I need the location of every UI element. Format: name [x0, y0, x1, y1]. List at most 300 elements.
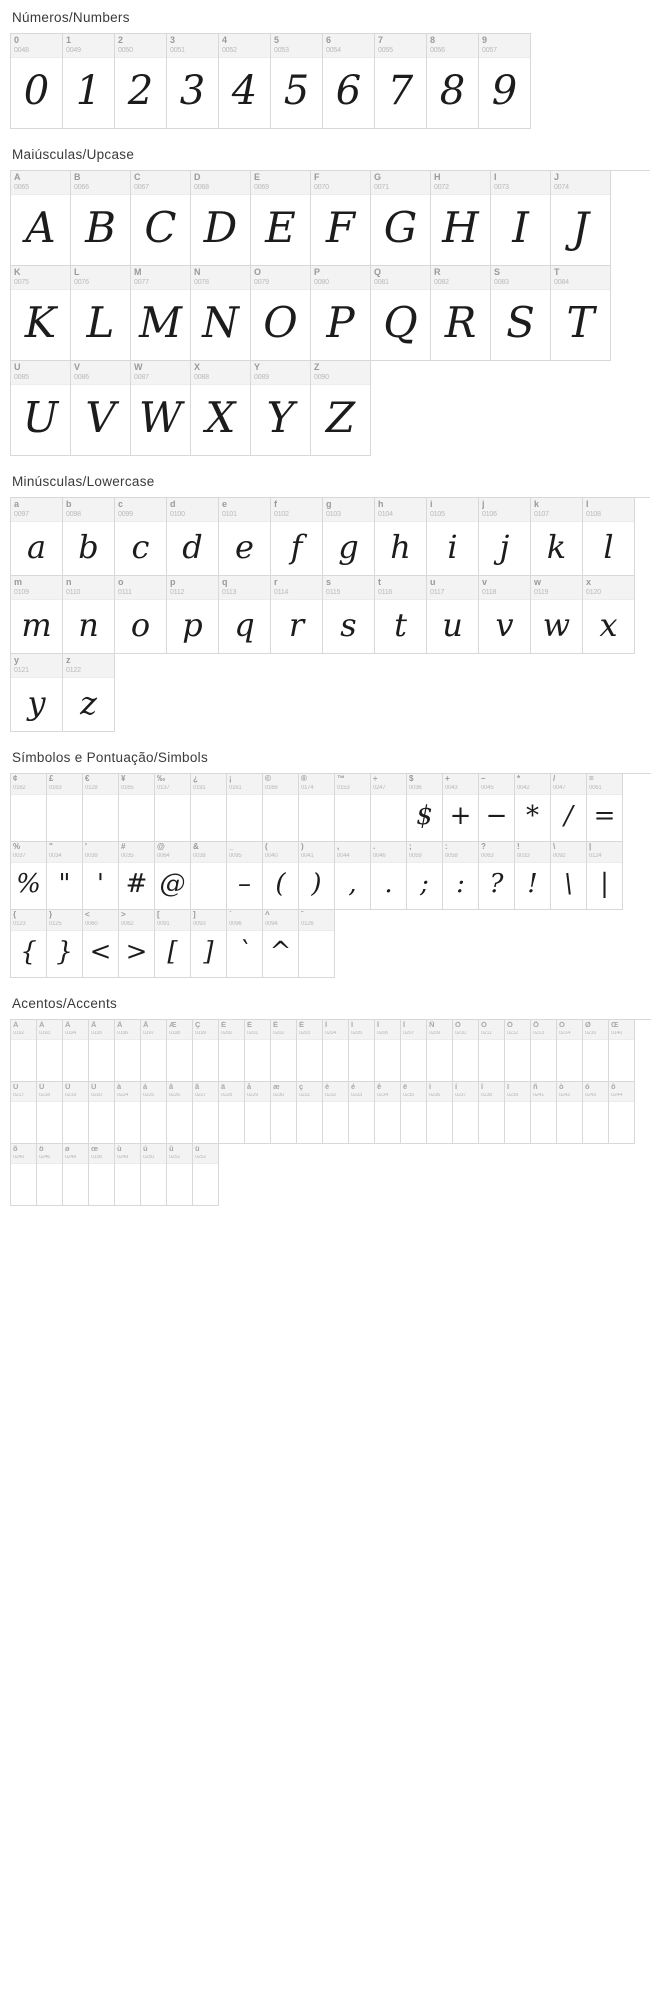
glyph-cell[interactable] — [227, 842, 263, 910]
glyph-cell[interactable] — [335, 774, 371, 842]
glyph-preview: @ — [159, 869, 186, 899]
glyph-preview: y — [27, 683, 46, 722]
glyph-code-label: 0191 — [193, 785, 206, 791]
glyph-cell[interactable] — [71, 361, 131, 456]
glyph-cell[interactable] — [167, 1144, 193, 1206]
glyph-cell[interactable] — [263, 842, 299, 910]
glyph-cell[interactable] — [587, 774, 623, 842]
glyph-char-label: Ò — [455, 1021, 461, 1029]
glyph-code-label: 0210 — [455, 1031, 467, 1036]
glyph-cell[interactable] — [371, 266, 431, 361]
glyph-cell[interactable] — [323, 34, 375, 129]
glyph-cell-header — [193, 1082, 218, 1102]
glyph-cell[interactable] — [427, 498, 479, 576]
glyph-cell[interactable] — [505, 1020, 531, 1082]
glyph-cell[interactable] — [63, 1082, 89, 1144]
glyph-cell[interactable] — [349, 1082, 375, 1144]
glyph-cell[interactable] — [115, 1144, 141, 1206]
glyph-cell[interactable] — [479, 1020, 505, 1082]
glyph-preview: Q — [383, 298, 418, 347]
glyph-preview — [193, 1040, 218, 1081]
glyph-preview: ' — [96, 869, 105, 899]
glyph-char-label: Æ — [169, 1021, 177, 1029]
glyph-cell[interactable] — [63, 1020, 89, 1082]
glyph-cell[interactable] — [227, 910, 263, 978]
glyph-cell[interactable] — [219, 498, 271, 576]
glyph-char-label: Ã — [91, 1021, 97, 1029]
glyph-char-label: Í — [351, 1021, 354, 1029]
glyph-cell[interactable] — [115, 34, 167, 129]
glyph-preview: H — [442, 203, 479, 252]
glyph-cell[interactable] — [155, 842, 191, 910]
glyph-char-label: ì — [429, 1083, 432, 1091]
glyph-cell[interactable] — [37, 1082, 63, 1144]
glyph-cell[interactable] — [11, 910, 47, 978]
glyph-cell-header — [47, 774, 82, 795]
glyph-cell-header — [427, 34, 478, 58]
glyph-char-label: ( — [265, 843, 268, 851]
glyph-cell[interactable] — [119, 910, 155, 978]
glyph-cell[interactable] — [557, 1082, 583, 1144]
glyph-cell[interactable] — [335, 842, 371, 910]
glyph-cell[interactable] — [131, 266, 191, 361]
glyph-cell[interactable] — [431, 171, 491, 266]
glyph-char-label: | — [589, 843, 592, 851]
glyph-cell[interactable] — [453, 1082, 479, 1144]
glyph-char-label: ? — [481, 843, 486, 851]
glyph-cell[interactable] — [263, 774, 299, 842]
glyph-cell[interactable] — [63, 34, 115, 129]
glyph-preview — [37, 1040, 62, 1081]
glyph-cell[interactable] — [443, 842, 479, 910]
glyph-preview: . — [384, 869, 393, 899]
glyph-cell[interactable] — [531, 1082, 557, 1144]
glyph-cell[interactable] — [531, 1020, 557, 1082]
glyph-cell[interactable] — [551, 266, 611, 361]
glyph-char-label: T — [554, 268, 560, 277]
glyph-cell[interactable] — [11, 1082, 37, 1144]
glyph-cell[interactable] — [311, 171, 371, 266]
glyph-cell-header — [505, 1082, 530, 1102]
glyph-char-label: ò — [559, 1083, 564, 1091]
glyph-cell[interactable] — [263, 910, 299, 978]
glyph-preview: ` — [238, 937, 251, 967]
glyph-cell[interactable] — [311, 266, 371, 361]
glyph-preview — [271, 1102, 296, 1143]
glyph-cell[interactable] — [427, 576, 479, 654]
glyph-cell-header — [63, 34, 114, 58]
glyph-cell[interactable] — [271, 1082, 297, 1144]
glyph-cell[interactable] — [375, 1020, 401, 1082]
glyph-cell[interactable] — [479, 498, 531, 576]
glyph-cell-header — [193, 1144, 218, 1164]
glyph-cell[interactable] — [251, 266, 311, 361]
glyph-cell-header — [47, 910, 82, 931]
glyph-cell[interactable] — [115, 576, 167, 654]
glyph-cell[interactable] — [11, 498, 63, 576]
glyph-cell[interactable] — [193, 1144, 219, 1206]
glyph-cell[interactable] — [131, 361, 191, 456]
glyph-cell[interactable] — [323, 1020, 349, 1082]
glyph-cell[interactable] — [491, 266, 551, 361]
glyph-cell[interactable] — [83, 842, 119, 910]
glyph-cell[interactable] — [191, 842, 227, 910]
glyph-cell[interactable] — [297, 1082, 323, 1144]
glyph-code-label: 0096 — [229, 921, 242, 927]
glyph-cell[interactable] — [47, 774, 83, 842]
glyph-cell-header — [63, 654, 114, 678]
glyph-cell[interactable] — [349, 1020, 375, 1082]
glyph-cell[interactable] — [11, 842, 47, 910]
glyph-cell[interactable] — [375, 34, 427, 129]
glyph-cell-header — [83, 774, 118, 795]
glyph-preview — [479, 1102, 504, 1143]
glyph-cell[interactable] — [407, 842, 443, 910]
glyph-char-label: À — [13, 1021, 19, 1029]
glyph-cell[interactable] — [479, 842, 515, 910]
glyph-cell[interactable] — [115, 1020, 141, 1082]
glyph-cell[interactable] — [119, 842, 155, 910]
glyph-code-label: 0099 — [118, 511, 133, 518]
glyph-code-label: 0227 — [195, 1093, 207, 1098]
glyph-cell-header — [11, 171, 70, 195]
glyph-cell[interactable] — [37, 1144, 63, 1206]
glyph-cell[interactable] — [167, 576, 219, 654]
glyph-code-label: 0207 — [403, 1031, 415, 1036]
glyph-cell-header — [219, 1020, 244, 1040]
glyph-char-label: R — [434, 268, 441, 277]
glyph-cell[interactable] — [271, 576, 323, 654]
glyph-preview: O — [263, 298, 298, 347]
glyph-preview: B — [85, 203, 116, 252]
glyph-code-label: 0199 — [195, 1031, 207, 1036]
glyph-cell[interactable] — [11, 1020, 37, 1082]
glyph-cell[interactable] — [71, 171, 131, 266]
glyph-cell[interactable] — [115, 1082, 141, 1144]
glyph-cell[interactable] — [271, 1020, 297, 1082]
glyph-cell[interactable] — [375, 1082, 401, 1144]
glyph-cell[interactable] — [89, 1020, 115, 1082]
glyph-char-label: ¥ — [121, 775, 126, 783]
glyph-code-label: 0081 — [374, 279, 389, 286]
glyph-cell-header — [227, 910, 262, 931]
glyph-cell[interactable] — [83, 774, 119, 842]
glyph-grid-lowercase — [10, 497, 650, 732]
glyph-char-label: P — [314, 268, 321, 277]
glyph-char-label: b — [66, 500, 72, 509]
glyph-cell-header — [311, 361, 370, 385]
glyph-code-label: 0195 — [91, 1031, 103, 1036]
glyph-cell-header — [63, 576, 114, 600]
glyph-preview — [141, 1102, 166, 1143]
glyph-cell[interactable] — [227, 774, 263, 842]
glyph-cell[interactable] — [191, 910, 227, 978]
glyph-cell[interactable] — [141, 1020, 167, 1082]
glyph-cell[interactable] — [323, 1082, 349, 1144]
glyph-code-label: 0082 — [434, 279, 449, 286]
glyph-cell[interactable] — [299, 842, 335, 910]
glyph-char-label: d — [170, 500, 176, 509]
glyph-cell[interactable] — [47, 910, 83, 978]
glyph-cell[interactable] — [371, 774, 407, 842]
glyph-cell[interactable] — [299, 774, 335, 842]
glyph-cell[interactable] — [479, 774, 515, 842]
glyph-cell-header — [119, 842, 154, 863]
glyph-preview — [193, 1164, 218, 1205]
glyph-cell-header — [375, 1020, 400, 1040]
glyph-char-label: Ç — [195, 1021, 201, 1029]
glyph-cell[interactable] — [453, 1020, 479, 1082]
glyph-code-label: 0137 — [157, 785, 170, 791]
glyph-char-label: y — [14, 656, 20, 665]
glyph-cell[interactable] — [155, 774, 191, 842]
glyph-cell[interactable] — [505, 1082, 531, 1144]
glyph-cell[interactable] — [11, 361, 71, 456]
glyph-cell-header — [271, 576, 322, 600]
glyph-code-label: 0248 — [65, 1155, 77, 1160]
glyph-cell[interactable] — [47, 842, 83, 910]
glyph-cell-header — [191, 361, 250, 385]
glyph-cell[interactable] — [245, 1020, 271, 1082]
glyph-cell[interactable] — [63, 1144, 89, 1206]
glyph-cell[interactable] — [71, 266, 131, 361]
glyph-cell-header — [297, 1020, 322, 1040]
glyph-preview: A — [25, 203, 56, 252]
glyph-cell[interactable] — [609, 1020, 635, 1082]
glyph-cell-header — [47, 842, 82, 863]
glyph-cell-header — [167, 1144, 192, 1164]
glyph-code-label: 0241 — [533, 1093, 545, 1098]
glyph-preview — [119, 795, 154, 841]
glyph-cell[interactable] — [37, 1020, 63, 1082]
glyph-char-label: M — [134, 268, 142, 277]
glyph-cell[interactable] — [11, 171, 71, 266]
glyph-preview — [245, 1102, 270, 1143]
glyph-char-label: A — [14, 173, 21, 182]
glyph-preview: 9 — [491, 68, 518, 114]
glyph-code-label: 0201 — [247, 1031, 259, 1036]
glyph-cell[interactable] — [323, 498, 375, 576]
glyph-cell[interactable] — [141, 1082, 167, 1144]
glyph-char-label: Ô — [507, 1021, 513, 1029]
glyph-cell[interactable] — [251, 361, 311, 456]
glyph-cell[interactable] — [63, 576, 115, 654]
glyph-cell-header — [515, 842, 550, 863]
glyph-cell[interactable] — [63, 498, 115, 576]
glyph-cell[interactable] — [583, 1020, 609, 1082]
glyph-cell[interactable] — [245, 1082, 271, 1144]
glyph-code-label: 0057 — [482, 47, 497, 54]
glyph-char-label: < — [85, 911, 90, 919]
glyph-cell[interactable] — [11, 1144, 37, 1206]
glyph-cell-header — [311, 171, 370, 195]
glyph-cell[interactable] — [583, 1082, 609, 1144]
glyph-preview — [63, 1164, 88, 1205]
glyph-char-label: ü — [195, 1145, 200, 1153]
glyph-cell[interactable] — [131, 171, 191, 266]
glyph-preview — [349, 1102, 374, 1143]
glyph-cell[interactable] — [193, 1020, 219, 1082]
glyph-cell[interactable] — [251, 171, 311, 266]
glyph-code-label: 0093 — [193, 921, 206, 927]
glyph-cell[interactable] — [371, 171, 431, 266]
glyph-cell[interactable] — [155, 910, 191, 978]
glyph-char-label: % — [13, 843, 21, 851]
glyph-preview — [323, 1040, 348, 1081]
glyph-code-label: 0245 — [13, 1155, 25, 1160]
glyph-cell[interactable] — [193, 1082, 219, 1144]
glyph-cell-header — [375, 1082, 400, 1102]
glyph-cell[interactable] — [557, 1020, 583, 1082]
glyph-cell[interactable] — [401, 1020, 427, 1082]
glyph-cell[interactable] — [375, 576, 427, 654]
glyph-cell[interactable] — [479, 1082, 505, 1144]
glyph-char-label: x — [586, 578, 592, 587]
glyph-code-label: 0047 — [553, 785, 566, 791]
glyph-cell-header — [375, 34, 426, 58]
glyph-cell[interactable] — [297, 1020, 323, 1082]
glyph-preview — [193, 1102, 218, 1143]
glyph-cell-header — [443, 842, 478, 863]
glyph-cell[interactable] — [167, 498, 219, 576]
glyph-cell[interactable] — [323, 576, 375, 654]
glyph-cell[interactable] — [271, 34, 323, 129]
glyph-cell[interactable] — [191, 774, 227, 842]
glyph-cell-header — [115, 1082, 140, 1102]
glyph-preview — [557, 1040, 582, 1081]
glyph-cell[interactable] — [431, 266, 491, 361]
glyph-cell[interactable] — [271, 498, 323, 576]
glyph-char-label: X — [194, 363, 201, 372]
glyph-cell[interactable] — [191, 171, 251, 266]
glyph-cell[interactable] — [299, 910, 335, 978]
glyph-cell[interactable] — [479, 34, 531, 129]
glyph-cell[interactable] — [401, 1082, 427, 1144]
glyph-code-label: 0110 — [66, 589, 81, 596]
glyph-cell[interactable] — [89, 1144, 115, 1206]
glyph-char-label: à — [117, 1083, 122, 1091]
glyph-preview: 4 — [231, 68, 258, 114]
glyph-preview — [299, 931, 334, 977]
glyph-cell[interactable] — [191, 266, 251, 361]
glyph-cell[interactable] — [531, 498, 583, 576]
glyph-cell[interactable] — [375, 498, 427, 576]
glyph-cell[interactable] — [83, 910, 119, 978]
glyph-code-label: 0040 — [265, 853, 278, 859]
glyph-cell[interactable] — [491, 171, 551, 266]
glyph-cell[interactable] — [11, 576, 63, 654]
glyph-cell[interactable] — [115, 498, 167, 576]
glyph-cell[interactable] — [11, 34, 63, 129]
glyph-char-label: ' — [85, 843, 87, 851]
glyph-cell[interactable] — [583, 498, 635, 576]
glyph-cell[interactable] — [443, 774, 479, 842]
glyph-cell[interactable] — [219, 1082, 245, 1144]
glyph-cell[interactable] — [119, 774, 155, 842]
glyph-preview: P — [326, 298, 355, 347]
glyph-code-label: 0112 — [170, 589, 185, 596]
glyph-cell-header — [141, 1144, 166, 1164]
glyph-cell[interactable] — [167, 34, 219, 129]
glyph-cell[interactable] — [63, 654, 115, 732]
glyph-cell[interactable] — [219, 1020, 245, 1082]
glyph-cell[interactable] — [191, 361, 251, 456]
glyph-preview: g — [338, 527, 359, 566]
glyph-code-label: 0106 — [482, 511, 497, 518]
glyph-code-label: 0117 — [430, 589, 445, 596]
glyph-code-label: 0228 — [221, 1093, 233, 1098]
glyph-char-label: K — [14, 268, 21, 277]
glyph-cell[interactable] — [141, 1144, 167, 1206]
glyph-code-label: 0246 — [39, 1155, 51, 1160]
glyph-cell[interactable] — [479, 576, 531, 654]
glyph-preview — [427, 1102, 452, 1143]
glyph-cell-header — [583, 1020, 608, 1040]
glyph-cell-header — [11, 1144, 36, 1164]
glyph-char-label: B — [74, 173, 81, 182]
glyph-cell[interactable] — [551, 774, 587, 842]
glyph-cell[interactable] — [551, 842, 587, 910]
glyph-cell[interactable] — [219, 34, 271, 129]
glyph-code-label: 0103 — [326, 511, 341, 518]
glyph-cell-header — [311, 266, 370, 290]
glyph-cell[interactable] — [11, 266, 71, 361]
glyph-preview — [297, 1040, 322, 1081]
glyph-code-label: 0202 — [273, 1031, 285, 1036]
glyph-cell-header — [323, 498, 374, 522]
glyph-char-label: F — [314, 173, 320, 182]
glyph-cell[interactable] — [427, 1082, 453, 1144]
glyph-cell[interactable] — [515, 774, 551, 842]
glyph-code-label: 0048 — [14, 47, 29, 54]
glyph-cell[interactable] — [89, 1082, 115, 1144]
glyph-cell[interactable] — [427, 34, 479, 129]
glyph-cell-header — [191, 842, 226, 863]
glyph-cell[interactable] — [167, 1020, 193, 1082]
glyph-code-label: 0249 — [117, 1155, 129, 1160]
glyph-preview — [453, 1040, 478, 1081]
glyph-cell-header — [219, 576, 270, 600]
glyph-cell-header — [131, 171, 190, 195]
glyph-preview: " — [58, 869, 71, 899]
glyph-cell[interactable] — [407, 774, 443, 842]
glyph-cell[interactable] — [219, 576, 271, 654]
glyph-cell[interactable] — [11, 654, 63, 732]
glyph-preview: M — [138, 298, 182, 347]
glyph-cell[interactable] — [583, 576, 635, 654]
glyph-cell[interactable] — [551, 171, 611, 266]
glyph-cell[interactable] — [531, 576, 583, 654]
glyph-cell-header — [271, 1020, 296, 1040]
glyph-preview: 8 — [439, 68, 466, 114]
glyph-cell[interactable] — [11, 774, 47, 842]
glyph-cell[interactable] — [167, 1082, 193, 1144]
glyph-cell[interactable] — [515, 842, 551, 910]
glyph-code-label: 0212 — [507, 1031, 519, 1036]
glyph-cell[interactable] — [371, 842, 407, 910]
glyph-char-label: [ — [157, 911, 160, 919]
glyph-cell[interactable] — [427, 1020, 453, 1082]
glyph-cell[interactable] — [609, 1082, 635, 1144]
glyph-cell[interactable] — [587, 842, 623, 910]
glyph-cell-header — [131, 266, 190, 290]
glyph-code-label: 0121 — [14, 667, 29, 674]
glyph-code-label: 0077 — [134, 279, 149, 286]
glyph-char-label: * — [517, 775, 521, 783]
glyph-cell[interactable] — [311, 361, 371, 456]
glyph-code-label: 0111 — [118, 589, 132, 596]
glyph-code-label: 0125 — [49, 921, 62, 927]
